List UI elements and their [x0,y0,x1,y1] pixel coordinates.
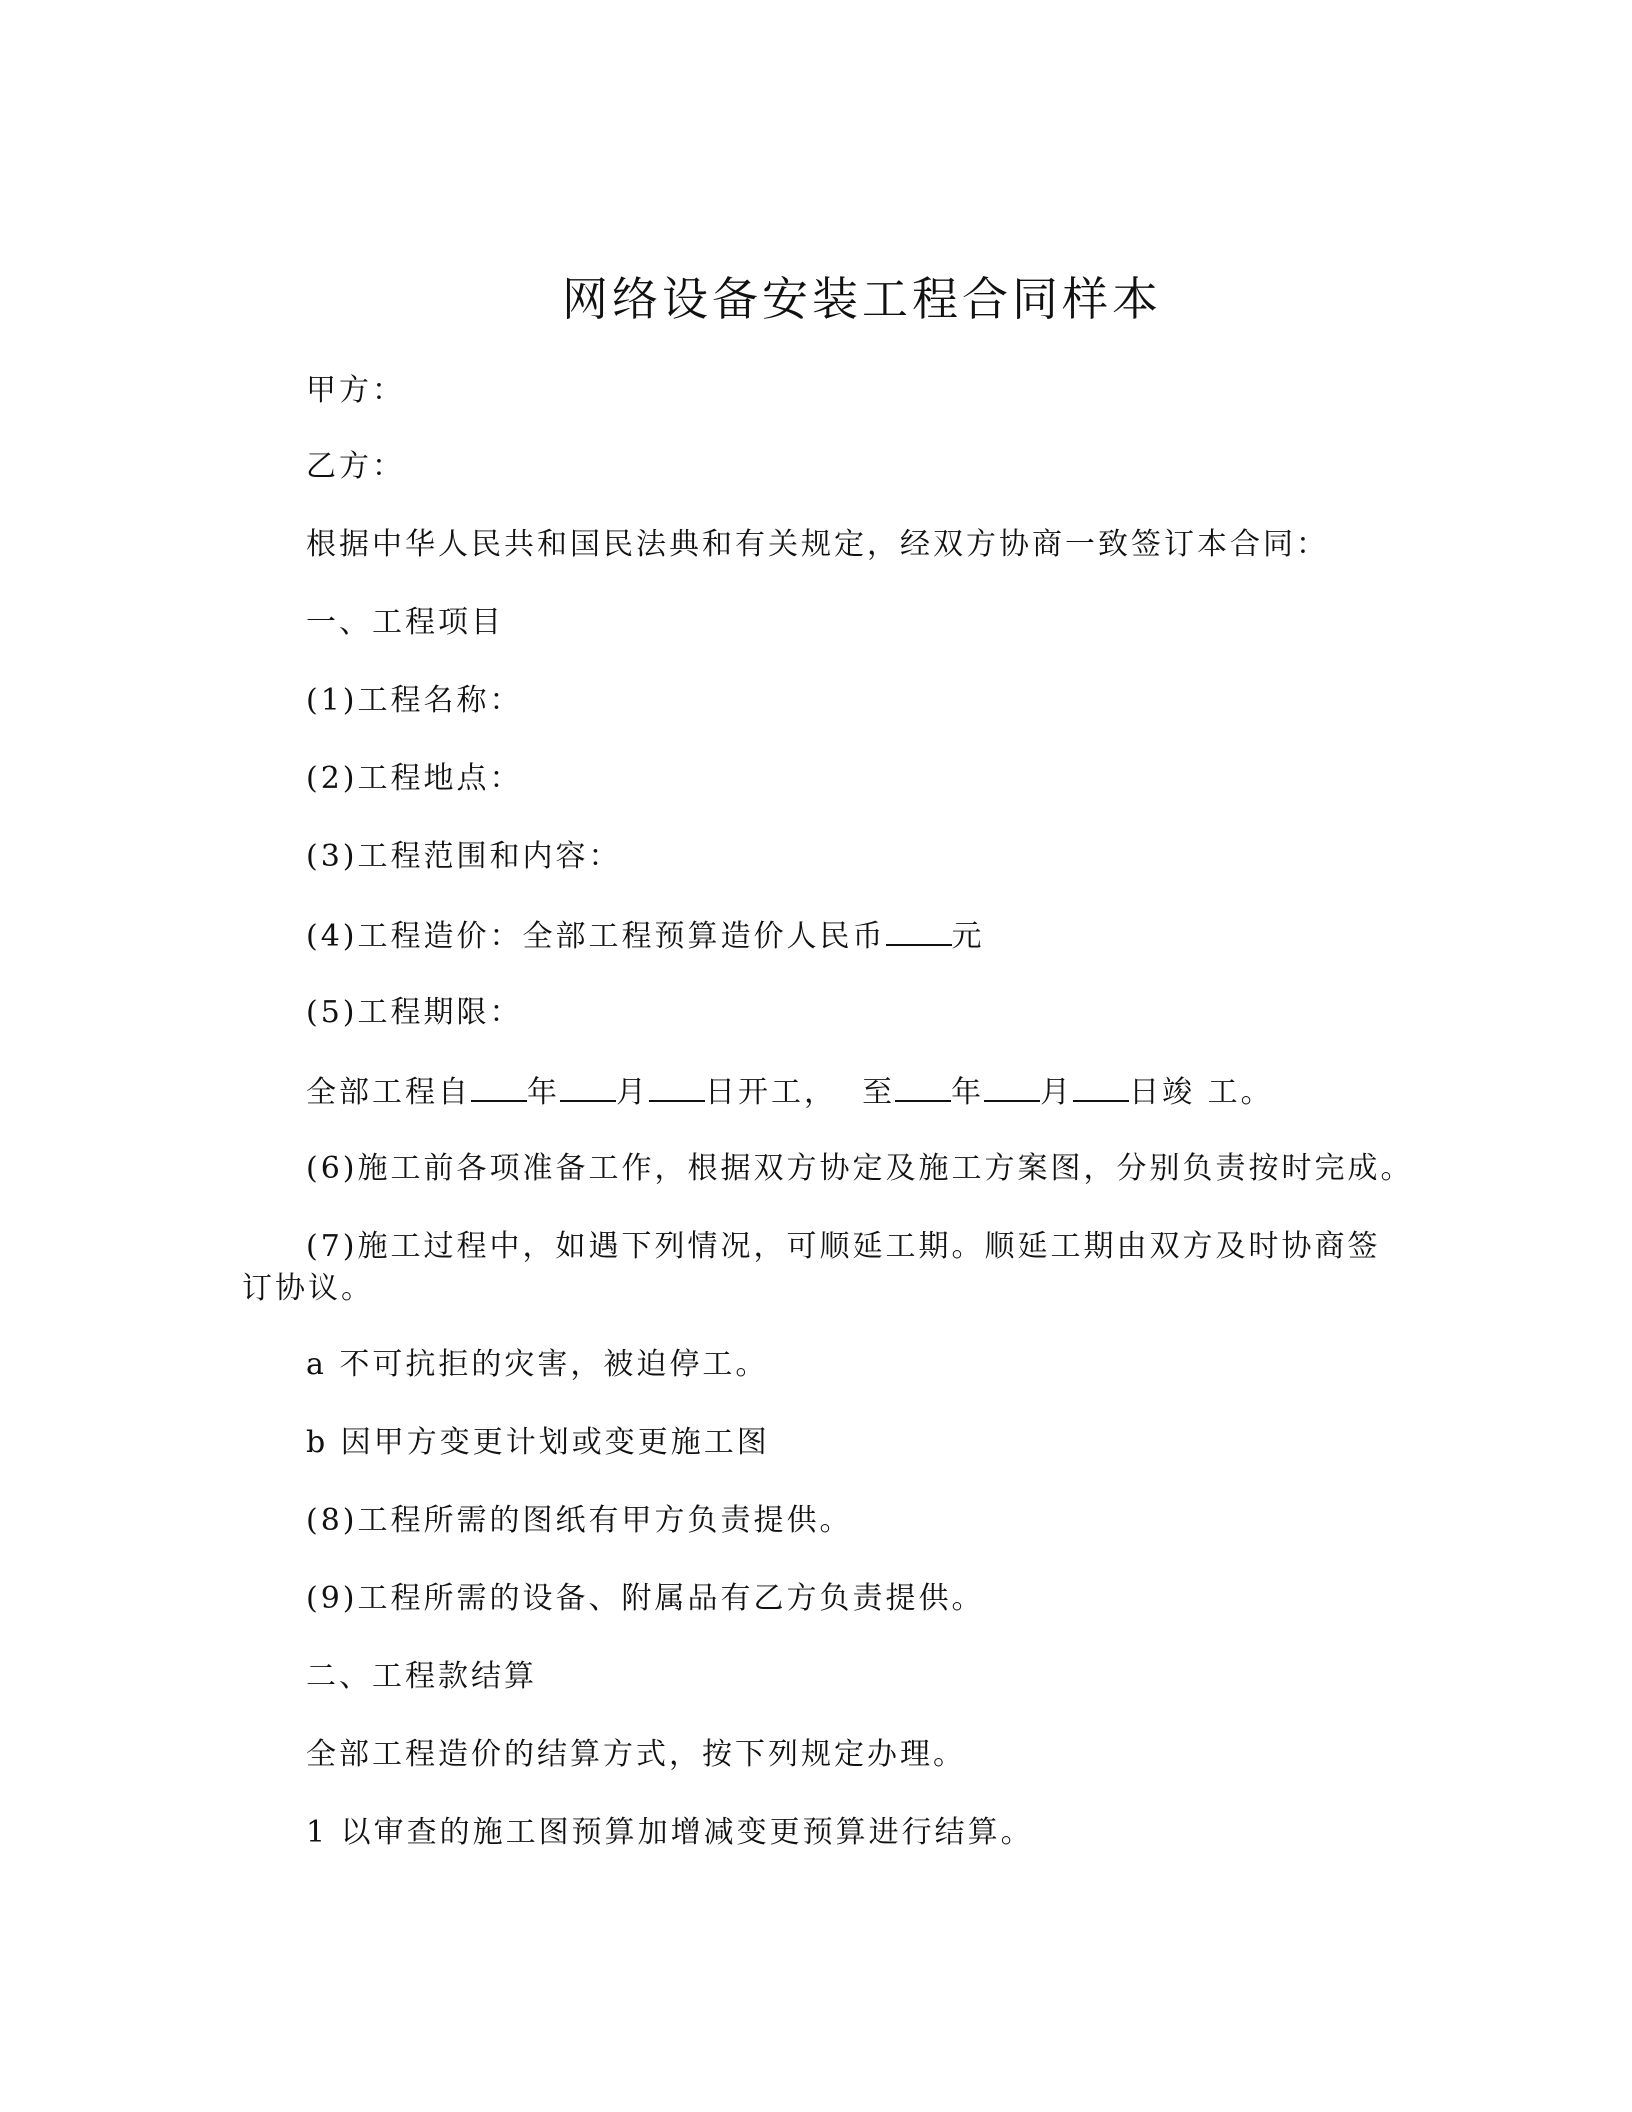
item-project-name: (1)工程名称： [306,683,523,718]
period-text-mid: 日开工， 至 [705,1075,896,1110]
settlement-rule-1: 1 以审查的施工图预算加增减变更预算进行结算。 [306,1815,1034,1850]
end-month-blank [984,1070,1040,1102]
period-dates-line [306,1070,1274,1114]
period-month-label-2: 月 [1040,1075,1074,1110]
item-project-location: (2)工程地点： [306,761,523,796]
item-project-period: (5)工程期限： [306,995,523,1030]
period-year-label-2: 年 [951,1075,985,1110]
item-equipment: (9)工程所需的设备、附属品有乙方负责提供。 [306,1581,985,1616]
period-month-label: 月 [616,1075,649,1110]
period-year-label: 年 [527,1075,560,1110]
settlement-method: 全部工程造价的结算方式，按下列规定办理。 [306,1737,966,1772]
item-delay-conditions: (7)施工过程中，如遇下列情况，可顺延工期。顺延工期由双方及时协商签订协议。 [242,1229,1381,1306]
cost-amount-blank [886,914,952,946]
party-a-line: 甲方： [306,373,405,408]
period-text-start: 全部工程自 [306,1075,471,1110]
end-year-blank [895,1070,951,1102]
cost-unit: 元 [951,919,985,954]
item-preparation: (6)施工前各项准备工作，根据双方协定及施工方案图，分别负责按时完成。 [306,1151,1414,1186]
document-title: 网络设备安装工程合同样本 [562,272,1162,326]
case-force-majeure: a 不可抗拒的灾害，被迫停工。 [306,1347,769,1382]
cost-label: (4)工程造价：全部工程预算造价人民币 [306,919,886,954]
start-year-blank [471,1070,527,1102]
item-drawings: (8)工程所需的图纸有甲方负责提供。 [306,1503,853,1538]
item-project-scope: (3)工程范围和内容： [306,839,622,874]
period-text-end: 日竣 工。 [1129,1075,1274,1110]
case-plan-change: b 因甲方变更计划或变更施工图 [306,1425,770,1460]
section-heading-settlement: 二、工程款结算 [306,1659,537,1694]
item-project-cost [306,914,985,958]
section-heading-project: 一、工程项目 [306,605,504,640]
party-b-line: 乙方： [306,449,405,484]
start-month-blank [560,1070,616,1102]
intro-paragraph: 根据中华人民共和国民法典和有关规定，经双方协商一致签订本合同： [306,527,1329,562]
start-day-blank [649,1070,705,1102]
end-day-blank [1073,1070,1129,1102]
